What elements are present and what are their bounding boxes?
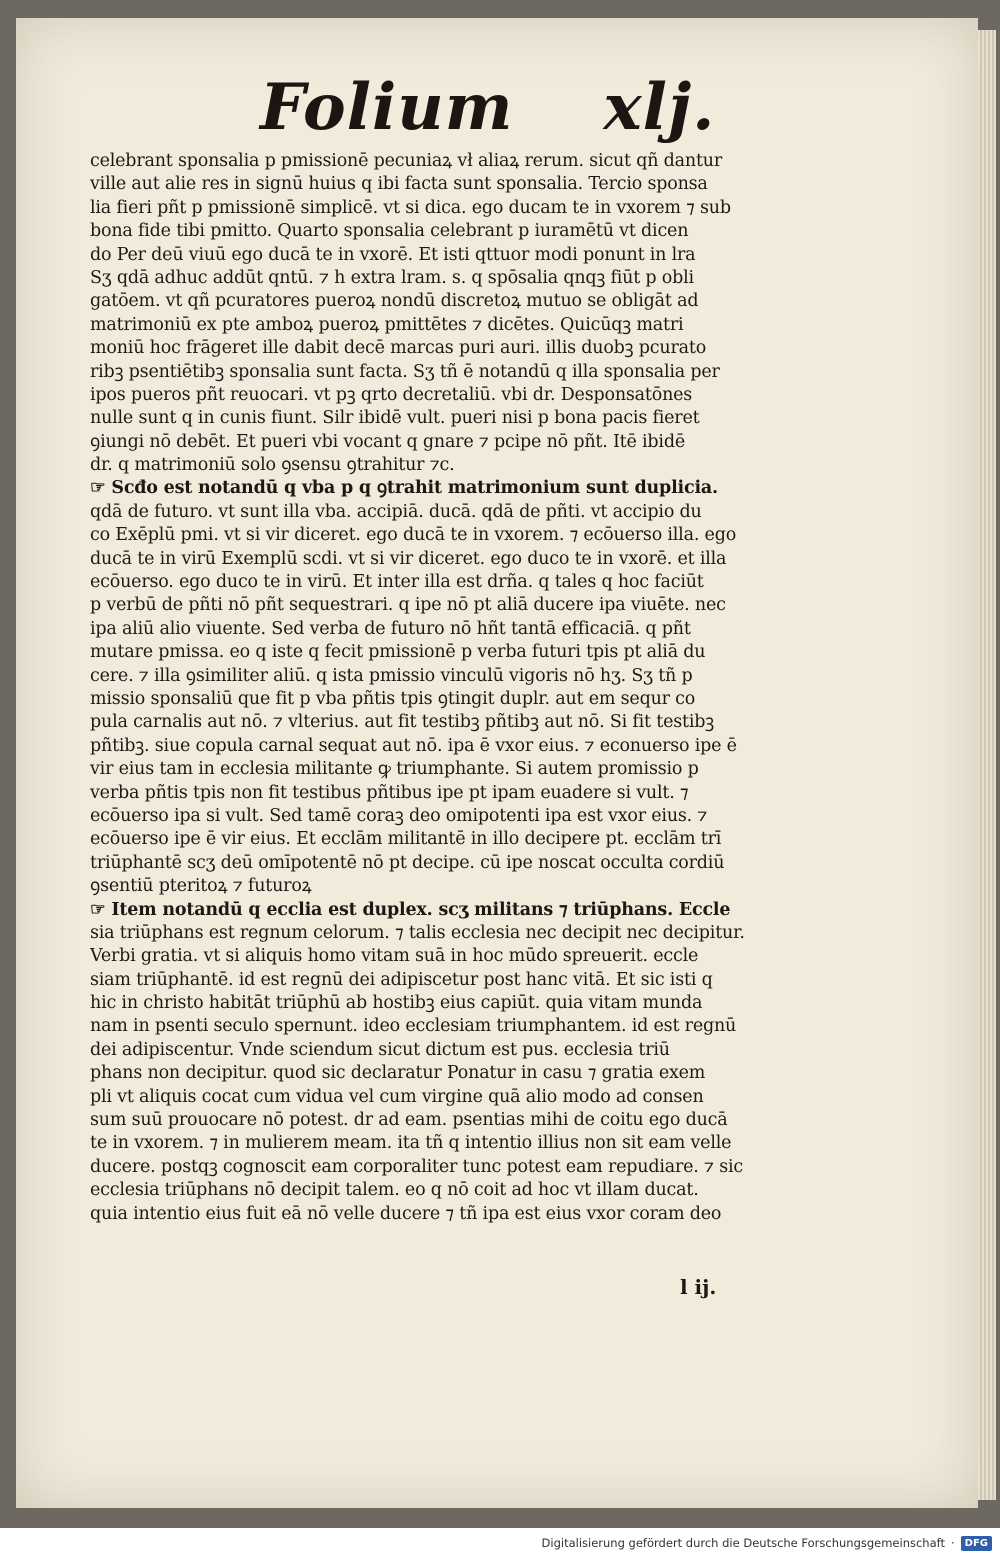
- text-line: dr. q matrimoniū solo ꝯsensu ꝯtrahitur ⁊c.: [90, 455, 455, 476]
- text-line: hic in christo habitāt triūphū ab hostibꝫ eius capiūt. quia vitam munda: [90, 993, 703, 1014]
- text-line: Sʒ qdā adhuc addūt qntū. ⁊ h extra lram. s. q spōsalia qnqꝫ fiūt p obli: [90, 267, 694, 288]
- folio-word: Folium: [260, 70, 514, 145]
- dfg-logo: DFG: [961, 1536, 992, 1551]
- text-line: ribꝫ psentiētibꝫ sponsalia sunt facta. Sʒ tñ ē notandū q illa sponsalia per: [90, 361, 720, 382]
- text-line: triūphantē scʒ deū omīpotentē nō pt decipe. cū ipe noscat occulta cordiū: [90, 852, 725, 873]
- text-line: ꝯsentiū pteritoꝝ ⁊ futuroꝝ: [90, 876, 312, 897]
- text-line: ville aut alie res in signū huius q ibi facta sunt sponsalia. Tercio sponsa: [90, 174, 708, 195]
- text-line: pli vt aliquis cocat cum vidua vel cum virgine quā alio modo ad consen: [90, 1086, 704, 1107]
- text-line: nam in psenti seculo spernunt. ideo ecclesiam triumphantem. id est regnū: [90, 1016, 737, 1037]
- text-line: ☞ Item notandū q ecclia est duplex. scʒ militans ⁊ triūphans. Eccle: [90, 899, 731, 920]
- text-line: sia triūphans est regnum celorum. ⁊ talis ecclesia nec decipit nec decipitur.: [90, 922, 745, 943]
- footer-credit: Digitalisierung gefördert durch die Deutsche Forschungsgemeinschaft: [541, 1536, 945, 1550]
- text-line: ecclesia triūphans nō decipit talem. eo q nō coit ad hoc vt illam ducat.: [90, 1180, 699, 1201]
- text-line: gatōem. vt qñ pcuratores pueroꝝ nondū discretoꝝ mutuo se obligāt ad: [90, 291, 699, 312]
- text-line: missio sponsaliū que fit p vba pñtis tpis ꝯtingit duplr. aut em sequr co: [90, 688, 696, 709]
- text-line: cere. ⁊ illa ꝯsimiliter aliū. q ista pmissio vinculū vigoris nō hʒ. Sʒ tñ p: [90, 665, 693, 686]
- text-line: co Exēplū pmi. vt si vir diceret. ego ducā te in vxorem. ⁊ ecōuerso illa. ego: [90, 525, 737, 546]
- text-line: vir eius tam in ecclesia militante ꝙ triumphante. Si autem promissio p: [90, 759, 699, 780]
- text-line: qdā de futuro. vt sunt illa vba. accipiā. ducā. qdā de pñti. vt accipio du: [90, 501, 702, 522]
- text-line: verba pñtis tpis non fit testibus pñtibus ipe pt ipam euadere si vult. ⁊: [90, 782, 689, 803]
- signature-mark: l ij.: [680, 1275, 717, 1299]
- text-line: bona fide tibi pmitto. Quarto sponsalia celebrant p iuramētū vt dicen: [90, 221, 689, 242]
- text-line: do Per deū viuū ego ducā te in vxorē. Et isti qttuor modi ponunt in lra: [90, 244, 696, 265]
- text-line: siam triūphantē. id est regnū dei adipiscetur post hanc vitā. Et sic isti q: [90, 969, 713, 990]
- text-line: p verbū de pñti nō pñt sequestrari. q ipe nō pt aliā ducere ipa viuēte. nec: [90, 595, 726, 616]
- text-line: ducā te in virū Exemplū scdi. vt si vir diceret. ego duco te in vxorē. et illa: [90, 548, 727, 569]
- text-line: pula carnalis aut nō. ⁊ vlterius. aut fit testibꝫ pñtibꝫ aut nō. Si fit testibꝫ: [90, 712, 715, 733]
- text-line: phans non decipitur. quod sic declaratur Ponatur in casu ⁊ gratia exem: [90, 1063, 706, 1084]
- text-line: ꝯiungi nō debēt. Et pueri vbi vocant q gnare ⁊ pcipe nō pñt. Itē ibidē: [90, 431, 685, 452]
- text-line: celebrant sponsalia p pmissionē pecuniaꝝ vł aliaꝝ rerum. sicut qñ dantur: [90, 151, 723, 171]
- text-line: ecōuerso ipe ē vir eius. Et ecclām militantē in illo decipere pt. ecclām trī: [90, 829, 722, 850]
- folio-number: xlj.: [603, 70, 716, 145]
- text-line: matrimoniū ex pte amboꝝ pueroꝝ pmittētes ⁊ dicētes. Quicūqꝫ matri: [90, 314, 684, 335]
- text-line: moniū hoc frāgeret ille dabit decē marcas puri auri. illis duobꝫ pcurato: [90, 338, 707, 359]
- footer-separator: ·: [951, 1536, 955, 1550]
- text-line: quia intentio eius fuit eā nō velle ducere ⁊ tñ ipa est eius vxor coram deo: [90, 1203, 722, 1224]
- page-edge: [978, 30, 996, 1500]
- text-line: ecōuerso. ego duco te in virū. Et inter illa est drña. q tales q hoc faciūt: [90, 572, 704, 593]
- text-line: ipa aliū alio viuente. Sed verba de futuro nō hñt tantā efficaciā. q pñt: [90, 618, 691, 639]
- text-block: [90, 150, 790, 1226]
- text-line: ☞ Scđo est notandū q vba p q ꝯtrahit matrimonium sunt duplicia.: [90, 478, 718, 499]
- text-line: ipos pueros pñt reuocari. vt pꝫ qrto decretaliū. vbi dr. Desponsatōnes: [90, 384, 693, 405]
- text-line: ducere. postqꝫ cognoscit eam corporaliter tunc potest eam repudiare. ⁊ sic: [90, 1156, 743, 1177]
- text-line: dei adipiscentur. Vnde sciendum sicut dictum est pus. ecclesia triū: [90, 1039, 670, 1060]
- text-line: Verbi gratia. vt si aliquis homo vitam suā in hoc mūdo spreuerit. eccle: [90, 946, 699, 967]
- text-line: te in vxorem. ⁊ in mulierem meam. ita tñ q intentio illius non sit eam velle: [90, 1133, 732, 1154]
- text-line: lia fieri pñt p pmissionē simplicē. vt si dica. ego ducam te in vxorem ⁊ sub: [90, 197, 731, 218]
- text-line: nulle sunt q in cunis fiunt. Silr ibidē vult. pueri nisi p bona pacis fieret: [90, 408, 700, 429]
- running-head: [260, 70, 760, 160]
- footer-bar: [0, 1528, 1000, 1558]
- text-line: ecōuerso ipa si vult. Sed tamē coraꝫ deo omipotenti ipa est vxor eius. ⁊: [90, 805, 708, 826]
- text-line: mutare pmissa. eo q iste q fecit pmissionē p verba futuri tpis pt aliā du: [90, 642, 706, 663]
- text-line: sum suū prouocare nō potest. dr ad eam. psentias mihi de coitu ego ducā: [90, 1110, 728, 1131]
- text-line: pñtibꝫ. siue copula carnal sequat aut nō. ipa ē vxor eius. ⁊ econuerso ipe ē: [90, 735, 737, 756]
